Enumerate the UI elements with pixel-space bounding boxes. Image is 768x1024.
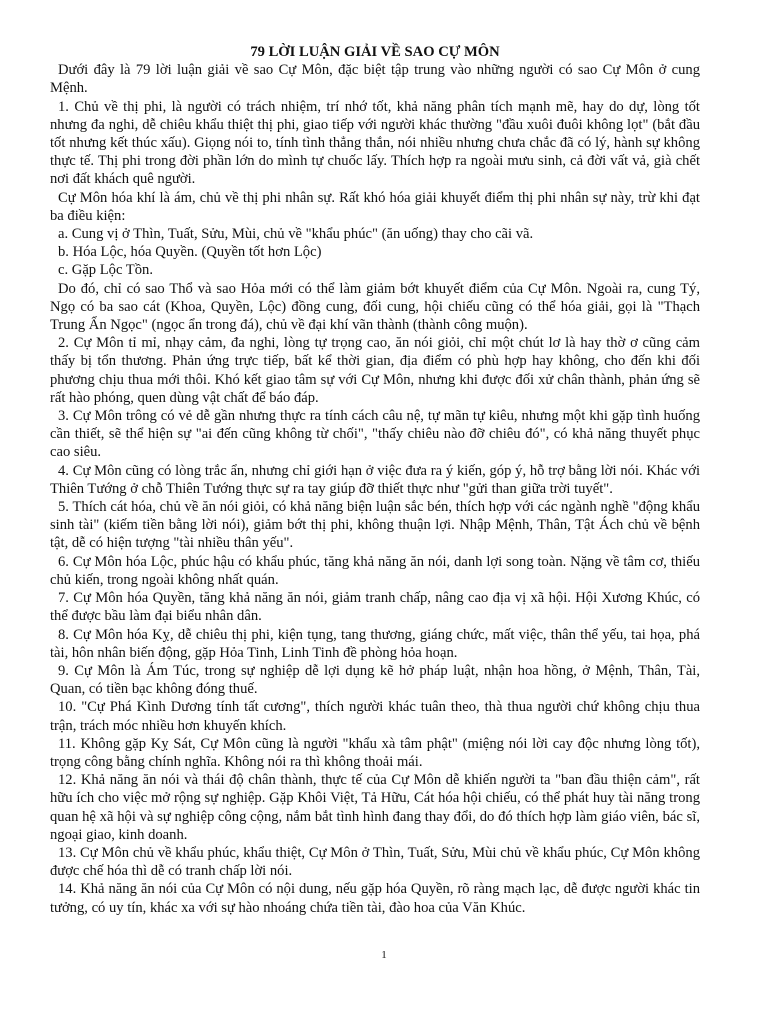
condition-c: c. Gặp Lộc Tồn. [58, 262, 153, 279]
paragraph-8: 8. Cự Môn hóa Kỵ, dễ chiêu thị phi, kiện tụng, tang thương, giáng chức, mất việc, thân thể yếu, tai họa, phá tài, hôn nhân biến động, gặp Hỏa Tinh, Linh Tinh đề phòng hỏa hoạn. [50, 626, 700, 661]
paragraph-14: 14. Khả năng ăn nói của Cự Môn có nội dung, nếu gặp hóa Quyền, rõ ràng mạch lạc, dễ được người khác tin tưởng, có uy tín, khác xa với sự hào nhoáng chứa tiền tài, đào hoa của Văn Khúc. [50, 881, 700, 916]
paragraph-12: 12. Khả năng ăn nói và thái độ chân thành, thực tế của Cự Môn dễ khiến người ta "ban đầu thiện cảm", rất hữu ích cho việc mở rộng sự nghiệp. Gặp Khôi Việt, Tả Hữu, Cát hóa hội chiếu, có thể phát huy tài năng trong quan hệ xã hội và sự nghiệp công cộng, nắm bắt tình hình đang thay đổi, do đó thích hợp làm giáo viên, bác sĩ, ngoại giao, kinh doanh. [50, 772, 700, 843]
condition-a: a. Cung vị ở Thìn, Tuất, Sửu, Mùi, chủ về "khẩu phúc" (ăn uống) thay cho cãi vã. [58, 226, 534, 243]
paragraph-13: 13. Cự Môn chủ về khẩu phúc, khẩu thiệt, Cự Môn ở Thìn, Tuất, Sửu, Mùi chủ về khẩu phúc, Cự Môn không được chế hóa thì dễ có tranh chấp lời nói. [50, 844, 700, 880]
paragraph-3: 3. Cự Môn trông có vẻ dễ gần nhưng thực ra tính cách câu nệ, tự mãn tự kiêu, nhưng một khi gặp tình huống cần thiết, sẽ thể hiện sự "ai đến cũng không từ chối", "thấy chiêu nào đỡ chiêu đó", có khả năng thuyết phục cao siêu. [50, 408, 700, 461]
paragraph-2: 2. Cự Môn tỉ mỉ, nhạy cảm, đa nghi, lòng tự trọng cao, ăn nói giỏi, chỉ một chút lơ là hay thờ ơ cũng cảm thấy bị tổn thương. Phản ứng trực tiếp, bất kể thời gian, địa điểm có phù hợp hay không, cho đến khi đối phương chịu thua mới thôi. Khó kết giao tâm sự với Cự Môn, nhưng khi được đối xử chân thành, phản ứng sẽ rất hào phóng, quen dùng vật chất để báo đáp. [50, 335, 700, 406]
paragraph-11: 11. Không gặp Kỵ Sát, Cự Môn cũng là người "khẩu xà tâm phật" (miệng nói lời cay độc nhưng lòng tốt), trọng công bằng chính nghĩa. Không nói ra thì không thoải mái. [50, 735, 700, 770]
paragraph-1: 1. Chủ về thị phi, là người có trách nhiệm, trí nhớ tốt, khả năng phân tích mạnh mẽ, hay do dự, lòng tốt nhưng đa nghi, dễ chiêu khẩu thiệt thị phi, giao tiếp với người khác thường "đầu xuôi đuôi không lọt" (bắt đầu tốt nhưng kết thúc xấu). Giọng nói to, tính tình thẳng thắn, nói nhiều nhưng chưa chắc đã có lý, hành sự không thực tế. Thị phi trong đời phần lớn do mình tự chuốc lấy. Thích hợp ra ngoài mưu sinh, cả đời vất vả, già chết nơi đất khách quê người. [50, 98, 700, 188]
paragraph-9: 9. Cự Môn là Ám Túc, trong sự nghiệp dễ lợi dụng kẽ hở pháp luật, nhận hoa hồng, ở Mệnh, Thân, Tài, Quan, có tiền bạc không đóng thuế. [50, 662, 700, 698]
paragraph-intro: Dưới đây là 79 lời luận giải về sao Cự Môn, đặc biệt tập trung vào những người có sao Cự Môn ở cung Mệnh. [50, 62, 700, 97]
paragraph-10: 10. "Cự Phá Kình Dương tính tất cương", thích người khác tuân theo, thà thua người chứ không chịu thua trận, trách móc nhiều hơn khuyến khích. [50, 699, 700, 734]
condition-b: b. Hóa Lộc, hóa Quyền. (Quyền tốt hơn Lộc) [58, 244, 322, 261]
paragraph-6: 6. Cự Môn hóa Lộc, phúc hậu có khẩu phúc, tăng khả năng ăn nói, danh lợi song toàn. Nặng về tâm cơ, thiếu chủ kiến, trong ngoài không nhất quán. [50, 553, 700, 588]
document-page [50, 43, 700, 917]
page-number: 1 [381, 949, 387, 961]
paragraph-7: 7. Cự Môn hóa Quyền, tăng khả năng ăn nói, giảm tranh chấp, nâng cao địa vị xã hội. Hội Xương Khúc, có thể được bầu làm đại biểu nhân dân. [50, 590, 700, 625]
paragraph-do-do: Do đó, chỉ có sao Thổ và sao Hỏa mới có thể làm giảm bớt khuyết điểm của Cự Môn. Ngoài ra, cung Tý, Ngọ có ba sao cát (Khoa, Quyền, Lộc) đồng cung, đối cung, hội chiếu cũng có thể hóa giải, gọi là "Thạch Trung Ẩn Ngọc" (ngọc ẩn trong đá), chủ về đại khí vãn thành (thành công muộn). [50, 280, 700, 334]
paragraph-hoa-khi: Cự Môn hóa khí là ám, chủ về thị phi nhân sự. Rất khó hóa giải khuyết điểm thị phi nhân sự này, trừ khi đạt ba điều kiện: [50, 189, 700, 224]
paragraph-4: 4. Cự Môn cũng có lòng trắc ẩn, nhưng chỉ giới hạn ở việc đưa ra ý kiến, góp ý, hỗ trợ bằng lời nói. Khác với Thiên Tướng ở chỗ Thiên Tướng thực sự ra tay giúp đỡ thiết thực như "gửi than giữa trời tuyết". [50, 462, 700, 497]
document-title: 79 LỜI LUẬN GIẢI VỀ SAO CỰ MÔN [250, 44, 500, 60]
paragraph-5: 5. Thích cát hóa, chủ về ăn nói giỏi, có khả năng biện luận sắc bén, thích hợp với các ngành nghề "động khẩu sinh tài" (kiếm tiền bằng lời nói), giảm bớt thị phi, không thuận lợi. Nhập Mệnh, Thân, Tật Ách chủ về bệnh tật, dễ có hiện tượng "tài nhiều thân yếu". [50, 499, 700, 552]
